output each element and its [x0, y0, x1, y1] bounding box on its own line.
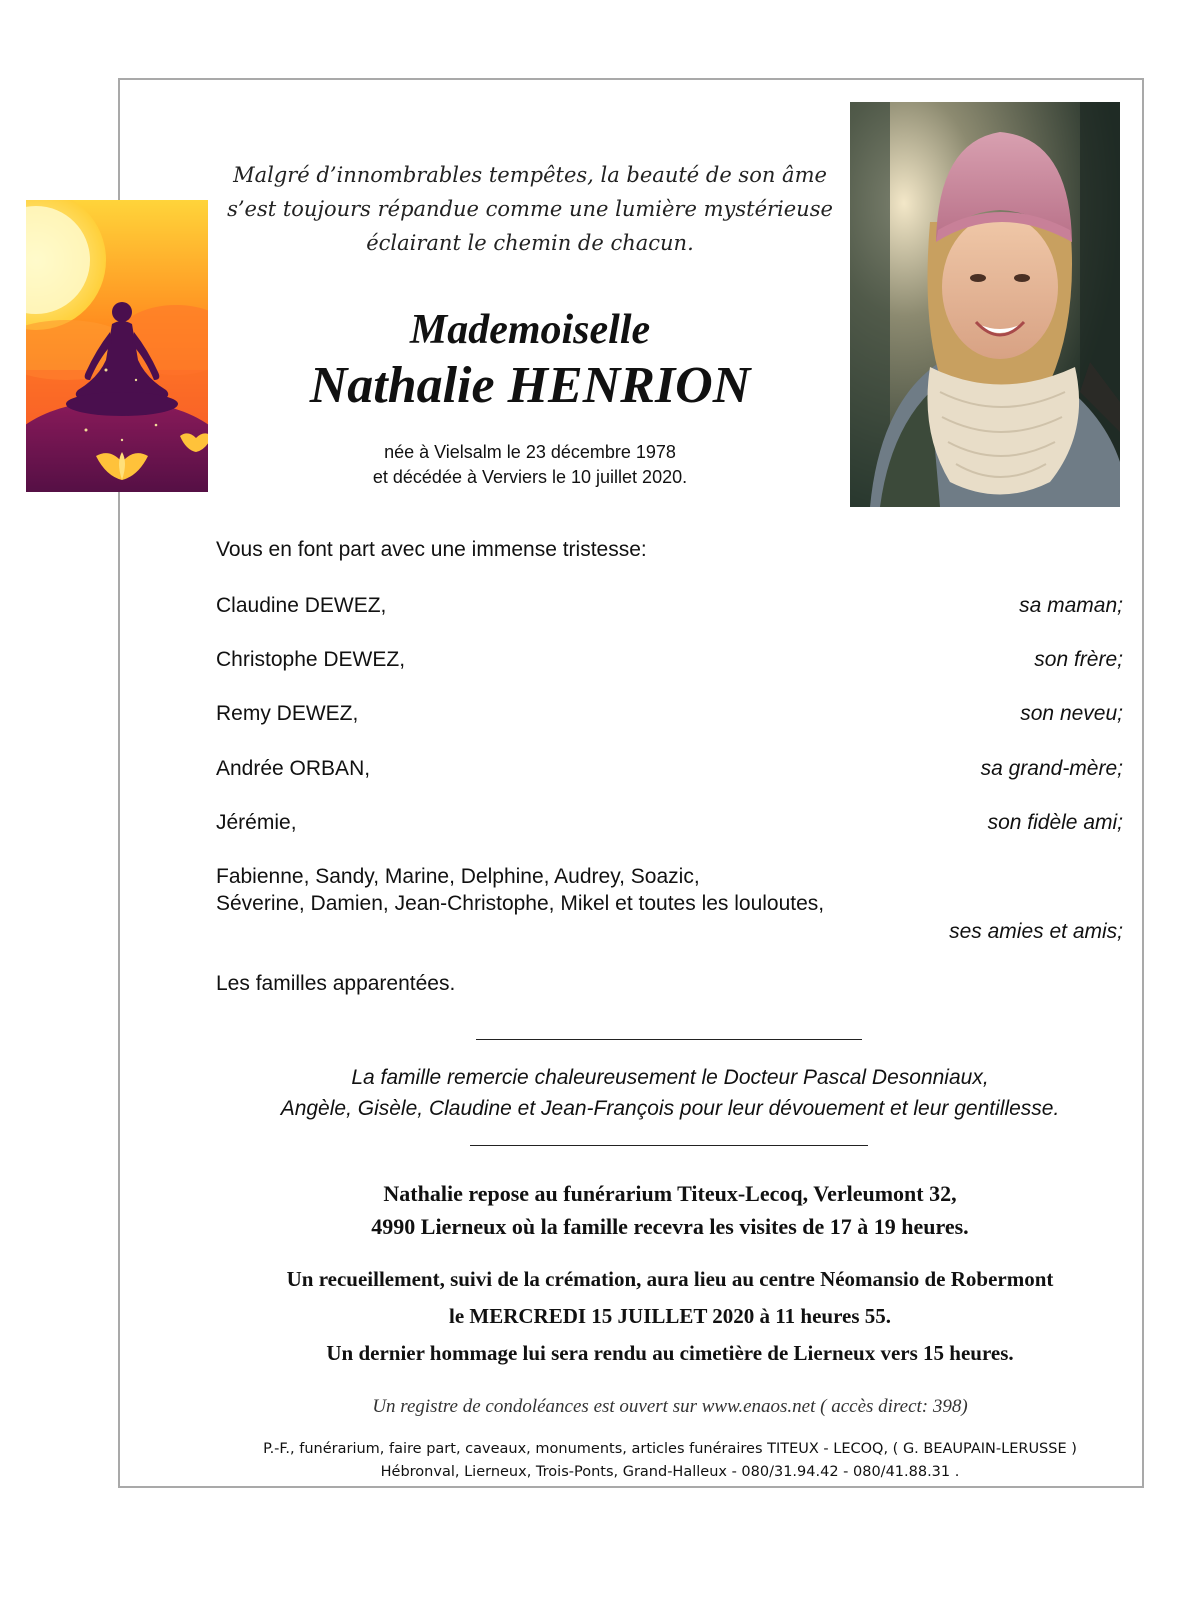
repose-info: Nathalie repose au funérarium Titeux-Lecoq, Verleumont 32, 4990 Lierneux où la famille recevra les visites de 17 à 19 heures. [371, 1181, 969, 1239]
divider-bottom [470, 1145, 868, 1146]
family-relation: son fidèle ami; [987, 811, 1123, 834]
family-relation: sa maman; [1019, 594, 1123, 617]
thanks-note: La famille remercie chaleureusement le Docteur Pascal Desonniaux, Angèle, Gisèle, Claudine et Jean-François pour leur dévouement et leur gentillesse. [280, 1066, 1060, 1120]
death-line: et décédée à Verviers le 10 juillet 2020. [372, 467, 688, 487]
condolence-register: Un registre de condoléances est ouvert sur www.enaos.net ( accès direct: 398) [372, 1396, 968, 1417]
birth-line: née à Vielsalm le 23 décembre 1978 [384, 442, 676, 462]
deceased-name: Nathalie HENRION [309, 357, 751, 414]
ceremony-line: Un recueillement, suivi de la crémation, aura lieu au centre Néomansio de Robermont [286, 1267, 1054, 1291]
family-relation: son frère; [1034, 648, 1123, 671]
birth-death-dates [300, 440, 760, 490]
family-name: Claudine DEWEZ, [216, 594, 387, 617]
extended-family: Les familles apparentées. [216, 972, 456, 995]
ceremony-date: le MERCREDI 15 JUILLET 2020 à 11 heures 55. [448, 1304, 891, 1328]
family-name: Christophe DEWEZ, [216, 648, 406, 671]
family-name: Fabienne, Sandy, Marine, Delphine, Audrey, Soazic, Séverine, Damien, Jean-Christophe, Mikel et toutes les louloutes, [216, 865, 825, 915]
memorial-quote: Malgré d’innombrables tempêtes, la beauté de son âme s’est toujours répandue comme une lumière mystérieuse éclairant le chemin de chacun. [227, 163, 833, 255]
portrait-photo [850, 102, 1120, 507]
family-name: Remy DEWEZ, [216, 702, 359, 725]
announcement-intro: Vous en font part avec une immense tristesse: [216, 538, 647, 561]
family-relation: ses amies et amis; [949, 920, 1123, 943]
family-relation: sa grand-mère; [980, 757, 1123, 780]
funeral-director-footer: P.-F., funérarium, faire part, caveaux, monuments, articles funéraires TITEUX - LECOQ, ( G. BEAUPAIN-LERUSSE ) Hébronval, Lierneux, Trois-Ponts, Grand-Halleux - 080/31.94.42 - 080/41.88.31 . [263, 1441, 1077, 1480]
family-name: Jérémie, [216, 811, 297, 834]
ceremony-cemetery: Un dernier hommage lui sera rendu au cimetière de Lierneux vers 15 heures. [326, 1341, 1014, 1365]
honorific: Mademoiselle [409, 307, 651, 353]
divider-top [476, 1039, 862, 1040]
family-name: Andrée ORBAN, [216, 757, 371, 780]
family-relation: son neveu; [1020, 702, 1123, 725]
meditation-illustration [26, 200, 208, 492]
